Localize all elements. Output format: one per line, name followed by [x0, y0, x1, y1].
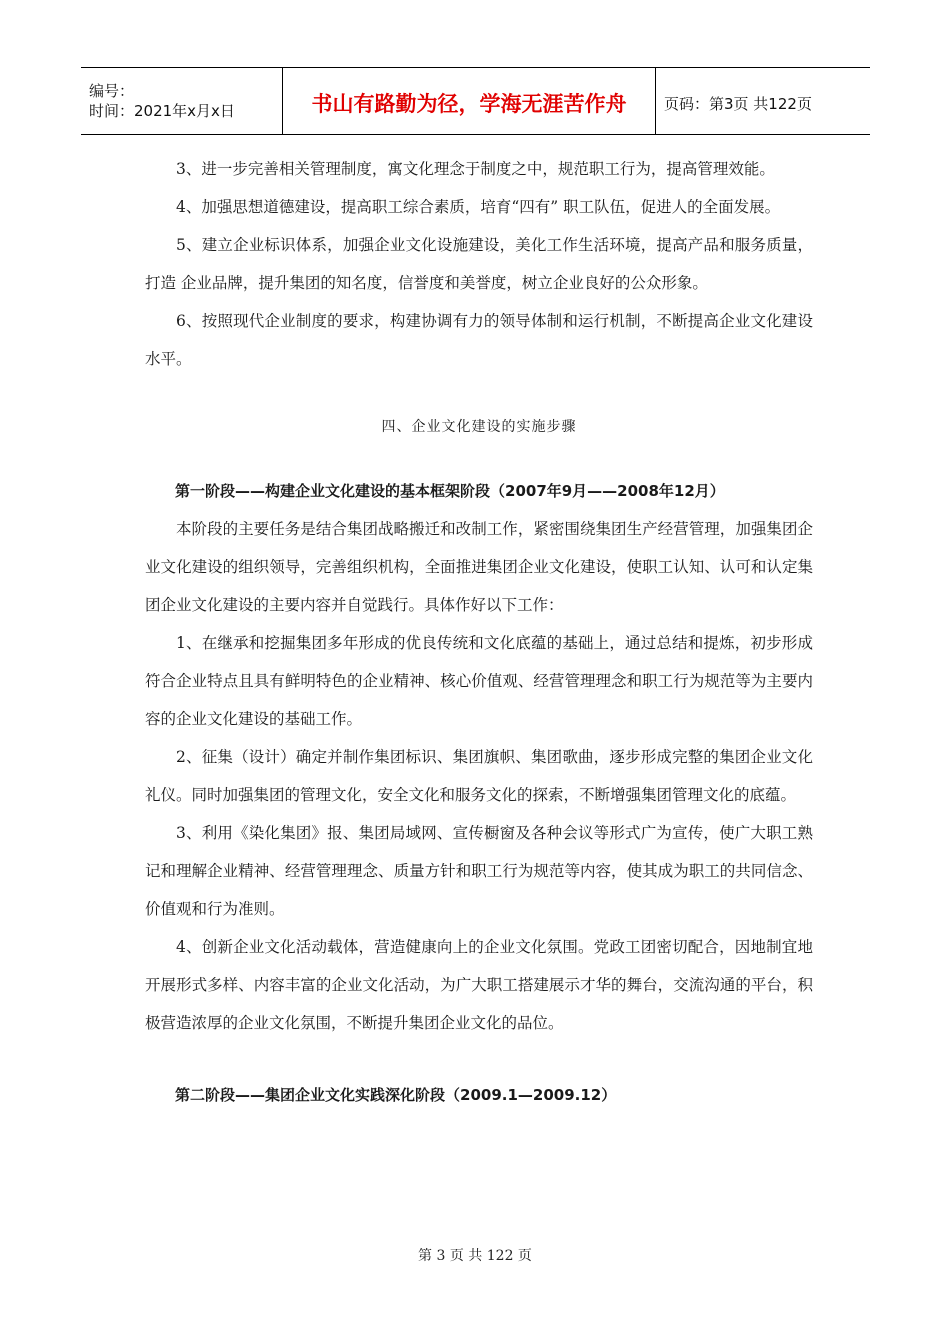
header-page-info: 页码：第3页 共122页 — [664, 94, 812, 113]
page-header — [81, 67, 870, 135]
stage-one-title: 第一阶段——构建企业文化建设的基本框架阶段（2007年9月——2008年12月） — [175, 482, 725, 500]
paragraph-item-5: 5、建立企业标识体系，加强企业文化设施建设，美化工作生活环境，提高产品和服务质量，打造 企业品牌，提升集团的知名度，信誉度和美誉度，树立企业良好的公众形象。 — [145, 236, 813, 292]
header-motto: 书山有路勤为径，学海无涯苦作舟 — [282, 68, 656, 134]
document-body — [145, 150, 813, 1114]
paragraph-item-6: 6、按照现代企业制度的要求，构建协调有力的领导体制和运行机制，不断提高企业文化建设水平。 — [145, 312, 813, 368]
stage-two-title: 第二阶段——集团企业文化实践深化阶段（2009.1—2009.12） — [175, 1086, 617, 1104]
stage-one-item-2: 2、征集（设计）确定并制作集团标识、集团旗帜、集团歌曲，逐步形成完整的集团企业文化礼仪。同时加强集团的管理文化，安全文化和服务文化的探索，不断增强集团管理文化的底蕴。 — [145, 748, 813, 804]
section-title: 四、企业文化建设的实施步骤 — [381, 419, 577, 435]
header-time: 时间：2021年x月x日 — [89, 102, 235, 120]
header-meta — [81, 68, 282, 134]
stage-one-item-3: 3、利用《染化集团》报、集团局域网、宣传橱窗及各种会议等形式广为宣传，使广大职工熟记和理解企业精神、经营管理理念、质量方针和职工行为规范等内容，使其成为职工的共同信念、价值观和行为准则。 — [145, 824, 813, 918]
stage-one-intro: 本阶段的主要任务是结合集团战略搬迁和改制工作，紧密围绕集团生产经营管理，加强集团企业文化建设的组织领导，完善组织机构，全面推进集团企业文化建设，使职工认知、认可和认定集团企业文化建设的主要内容并自觉践行。具体作好以下工作： — [145, 520, 813, 614]
stage-one-item-1: 1、在继承和挖掘集团多年形成的优良传统和文化底蕴的基础上，通过总结和提炼，初步形成符合企业特点且具有鲜明特色的企业精神、核心价值观、经营管理理念和职工行为规范等为主要内容的企业文化建设的基础工作。 — [145, 634, 813, 728]
page-footer: 第 3 页 共 122 页 — [418, 1248, 532, 1264]
paragraph-item-3: 3、进一步完善相关管理制度，寓文化理念于制度之中，规范职工行为，提高管理效能。 — [176, 160, 775, 178]
header-number-label: 编号： — [89, 82, 135, 100]
paragraph-item-4: 4、加强思想道德建设，提高职工综合素质，培育“四有” 职工队伍，促进人的全面发展。 — [176, 198, 781, 216]
stage-one-item-4: 4、创新企业文化活动载体，营造健康向上的企业文化氛围。党政工团密切配合，因地制宜地开展形式多样、内容丰富的企业文化活动，为广大职工搭建展示才华的舞台，交流沟通的平台，积极营造浓厚的企业文化氛围，不断提升集团企业文化的品位。 — [145, 938, 813, 1032]
